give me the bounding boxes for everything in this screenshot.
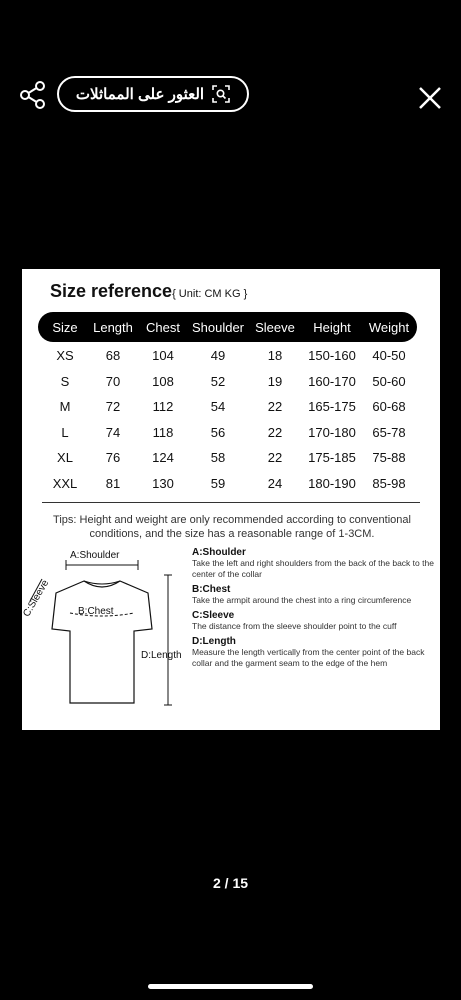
cell-length: 70	[105, 373, 121, 389]
product-image-size-chart[interactable]	[22, 269, 440, 730]
cell-size: XXL	[52, 476, 78, 491]
image-counter: 2 / 15	[212, 875, 249, 891]
share-icon[interactable]	[18, 80, 48, 110]
definition-title: A:Shoulder	[192, 547, 246, 558]
size-chart-unit: { Unit: CM KG }	[172, 288, 248, 300]
tshirt-diagram-icon	[22, 543, 212, 723]
cell-chest: 104	[152, 348, 174, 363]
definition-title: B:Chest	[192, 584, 231, 595]
find-similar-label: العثور على المماثلات	[75, 86, 205, 103]
cell-shoulder: 58	[210, 450, 226, 466]
cell-sleeve: 24	[267, 476, 283, 491]
header-weight: Weight	[368, 320, 410, 335]
cell-chest: 108	[152, 373, 174, 389]
cell-weight: 75-88	[372, 450, 406, 466]
diagram-label-shoulder: A:Shoulder	[70, 550, 120, 561]
cell-sleeve: 22	[267, 399, 283, 415]
table-row	[38, 450, 417, 470]
table-row	[38, 476, 417, 496]
cell-shoulder: 49	[210, 348, 226, 363]
cell-height: 180-190	[308, 476, 356, 491]
cell-size: M	[59, 399, 71, 415]
cell-weight: 85-98	[372, 476, 406, 491]
cell-sleeve: 22	[267, 450, 283, 466]
diagram-label-chest: B:Chest	[78, 606, 114, 617]
divider	[42, 502, 420, 503]
size-chart-title-text: Size reference	[50, 281, 173, 301]
header-height: Height	[313, 320, 351, 335]
size-table-header	[38, 312, 417, 342]
cell-height: 175-185	[308, 450, 356, 466]
cell-chest: 118	[152, 424, 174, 440]
close-icon[interactable]	[416, 84, 444, 112]
size-chart-title	[50, 281, 247, 302]
header-shoulder: Shoulder	[191, 320, 245, 335]
diagram-label-length: D:Length	[141, 650, 182, 661]
cell-chest: 124	[152, 450, 174, 466]
table-row	[38, 425, 417, 445]
cell-length: 76	[105, 450, 121, 466]
header-chest: Chest	[146, 320, 180, 335]
diagram-label-sleeve: C:Sleeve	[21, 578, 52, 619]
definition-desc: Measure the length vertically from the center point of the back collar and the garment seam to the edge of the hem	[192, 647, 425, 668]
cell-weight: 60-68	[372, 399, 406, 415]
top-bar	[0, 0, 461, 190]
cell-size: XS	[56, 348, 74, 363]
cell-shoulder: 52	[210, 373, 226, 389]
header-size: Size	[52, 320, 78, 335]
cell-size: S	[60, 373, 70, 389]
definition-title: C:Sleeve	[192, 610, 235, 621]
cell-weight: 40-50	[372, 348, 406, 363]
table-row	[38, 348, 417, 368]
cell-shoulder: 59	[210, 476, 226, 491]
cell-shoulder: 54	[210, 399, 226, 415]
cell-chest: 112	[152, 399, 174, 415]
home-indicator[interactable]	[148, 984, 313, 989]
visual-search-icon	[212, 85, 230, 103]
table-row	[38, 374, 417, 394]
cell-chest: 130	[152, 476, 174, 491]
table-row	[38, 399, 417, 419]
header-sleeve: Sleeve	[255, 320, 295, 335]
cell-size: L	[61, 424, 69, 440]
cell-height: 170-180	[308, 424, 356, 440]
size-tips: Tips: Height and weight are only recommended according to conventional conditions, and the size has a reasonable range of 1-3CM.	[53, 514, 411, 540]
definition-desc: Take the left and right shoulders from the back of the back to the center of the collar	[192, 558, 434, 579]
definition-desc: The distance from the sleeve shoulder point to the cuff	[192, 621, 397, 631]
cell-sleeve: 19	[267, 373, 283, 389]
cell-length: 72	[105, 399, 121, 415]
cell-height: 160-170	[308, 373, 356, 389]
find-similar-button[interactable]	[57, 76, 249, 112]
header-length: Length	[93, 320, 133, 335]
cell-length: 74	[105, 424, 121, 440]
cell-length: 68	[105, 348, 121, 363]
cell-shoulder: 56	[210, 424, 226, 440]
definition-title: D:Length	[192, 636, 236, 647]
cell-sleeve: 22	[267, 424, 283, 440]
measurement-definitions	[192, 547, 442, 673]
cell-length: 81	[105, 476, 121, 491]
cell-height: 150-160	[308, 348, 356, 363]
cell-weight: 50-60	[372, 373, 406, 389]
definition-desc: Take the armpit around the chest into a ring circumference	[192, 595, 412, 605]
cell-height: 165-175	[308, 399, 356, 415]
cell-sleeve: 18	[267, 348, 283, 363]
cell-size: XL	[57, 450, 73, 466]
cell-weight: 65-78	[372, 424, 406, 440]
